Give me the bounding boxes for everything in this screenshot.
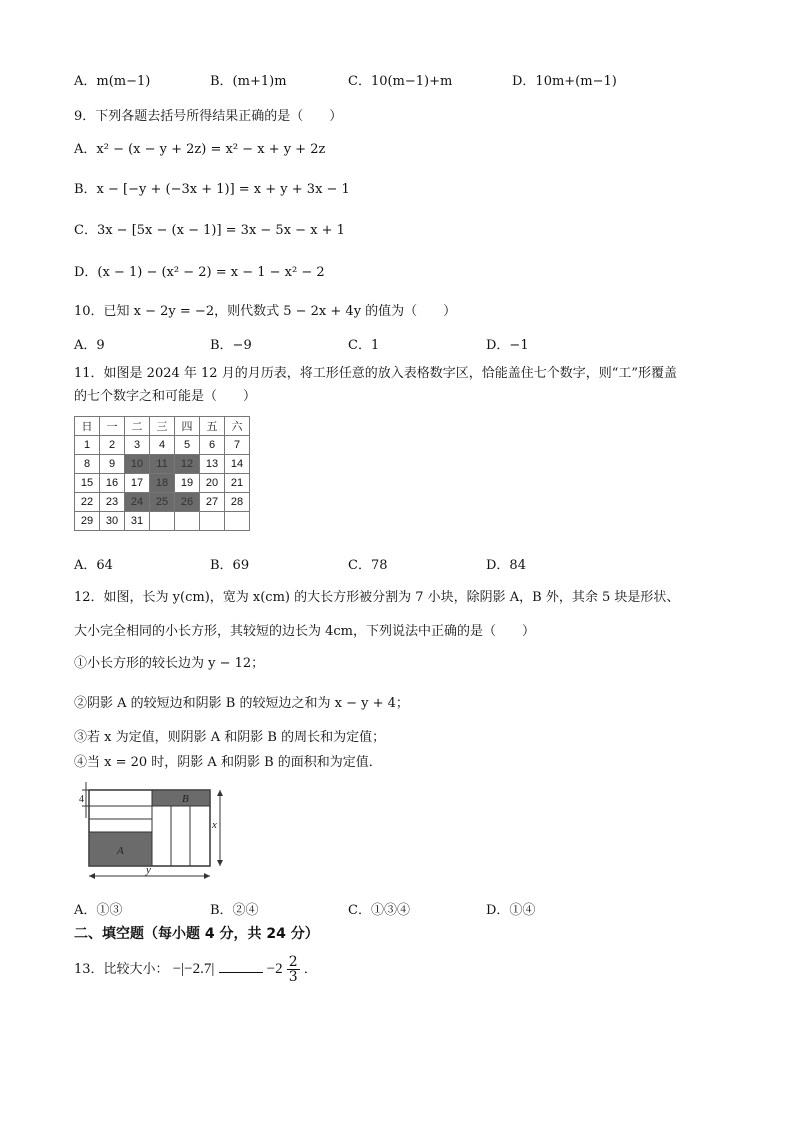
- q12-stem-line1: 12．如图，长为 y(cm)，宽为 x(cm) 的大长方形被分割为 7 小块，除阴影 A，B 外，其余 5 块是形状、: [74, 590, 680, 605]
- q12-statement-3: ③若 x 为定值，则阴影 A 和阴影 B 的周长和为定值；: [74, 730, 386, 745]
- calendar-figure: [74, 416, 250, 531]
- calendar-cell: 29: [75, 512, 100, 531]
- arrow-left-icon: [89, 873, 95, 879]
- q12-statement-4: ④当 x = 20 时，阴影 A 和阴影 B 的面积和为定值．: [74, 755, 382, 770]
- q9-option-d: D．(x − 1) − (x² − 2) = x − 1 − x² − 2: [74, 265, 325, 280]
- calendar-cell: 20: [200, 474, 225, 493]
- q9-option-c: C．3x − [5x − (x − 1)] = 3x − 5x − x + 1: [74, 223, 345, 238]
- calendar-header-cell: 一: [100, 417, 125, 436]
- q13-end: ．: [303, 962, 317, 977]
- q11-option-b: B．69: [210, 558, 250, 573]
- calendar-row: [75, 474, 250, 493]
- label-b: B: [182, 793, 189, 805]
- q12-option-a: A．①③: [74, 903, 123, 918]
- fraction-denominator: 3: [288, 969, 298, 985]
- calendar-cell: 23: [100, 493, 125, 512]
- q12-option-c: C．①③④: [348, 903, 410, 918]
- calendar-cell: 1: [75, 436, 100, 455]
- calendar-header-cell: 二: [125, 417, 150, 436]
- calendar-cell-shaded: 25: [150, 493, 175, 512]
- shaded-region-b: [152, 790, 210, 806]
- calendar-header-row: [75, 417, 250, 436]
- calendar-cell-shaded: 10: [125, 455, 150, 474]
- calendar-header-cell: 日: [75, 417, 100, 436]
- label-y: y: [146, 864, 151, 876]
- calendar-cell-shaded: 12: [175, 455, 200, 474]
- calendar-header-cell: 三: [150, 417, 175, 436]
- calendar-row: [75, 493, 250, 512]
- calendar-header-cell: 六: [225, 417, 250, 436]
- calendar-cell: 17: [125, 474, 150, 493]
- calendar-cell: 21: [225, 474, 250, 493]
- calendar-cell: 13: [200, 455, 225, 474]
- q12-statement-2: ②阴影 A 的较短边和阴影 B 的较短边之和为 x − y + 4；: [74, 696, 409, 711]
- calendar-row: [75, 455, 250, 474]
- q10-option-c: C．1: [348, 338, 380, 353]
- calendar-cell: 9: [100, 455, 125, 474]
- q10-option-a: A．9: [74, 338, 105, 353]
- q8-option-c: C．10(m−1)+m: [348, 74, 453, 89]
- q10-stem: 10．已知 x − 2y = −2，则代数式 5 − 2x + 4y 的值为（ ）: [74, 304, 457, 319]
- calendar-cell: 22: [75, 493, 100, 512]
- calendar-cell: 15: [75, 474, 100, 493]
- calendar-header-cell: 四: [175, 417, 200, 436]
- q13-prefix: 13．比较大小：: [74, 962, 169, 977]
- calendar-cell: 8: [75, 455, 100, 474]
- q10-option-d: D．−1: [486, 338, 529, 353]
- calendar-cell: 3: [125, 436, 150, 455]
- calendar-cell: 27: [200, 493, 225, 512]
- calendar-cell: 31: [125, 512, 150, 531]
- calendar-cell: 16: [100, 474, 125, 493]
- calendar-cell-shaded: 18: [150, 474, 175, 493]
- label-x: x: [212, 819, 217, 831]
- calendar-cell: 2: [100, 436, 125, 455]
- calendar-header-cell: 五: [200, 417, 225, 436]
- calendar-cell: [200, 512, 225, 531]
- label-a: A: [117, 845, 124, 857]
- q11-option-a: A．64: [74, 558, 113, 573]
- calendar-row: [75, 512, 250, 531]
- q11-option-d: D．84: [486, 558, 526, 573]
- label-4: 4: [79, 794, 84, 805]
- calendar-cell: 4: [150, 436, 175, 455]
- q9-option-b: B．x − [−y + (−3x + 1)] = x + y + 3x − 1: [74, 182, 350, 197]
- q13-right-whole: −2: [266, 961, 283, 977]
- q8-option-d: D．10m+(m−1): [512, 74, 617, 89]
- section-heading: 二、填空题（每小题 4 分，共 24 分）: [74, 926, 319, 942]
- calendar-cell: [175, 512, 200, 531]
- calendar-cell-shaded: 24: [125, 493, 150, 512]
- q9-option-a: A．x² − (x − y + 2z) = x² − x + y + 2z: [74, 142, 326, 157]
- q8-option-b: B．(m+1)m: [210, 74, 287, 89]
- calendar-cell: 5: [175, 436, 200, 455]
- calendar-cell: [225, 512, 250, 531]
- q11-stem-line2: 的七个数字之和可能是（ ）: [74, 389, 257, 404]
- q10-option-b: B．−9: [210, 338, 252, 353]
- calendar-cell: [150, 512, 175, 531]
- arrow-down-icon: [217, 860, 223, 866]
- rectangle-partition-figure: [72, 780, 238, 886]
- arrow-up-icon: [217, 790, 223, 796]
- calendar-cell: 7: [225, 436, 250, 455]
- q13-fraction: [287, 955, 300, 984]
- q12-option-b: B．②④: [210, 903, 259, 918]
- calendar-row: [75, 436, 250, 455]
- q11-option-c: C．78: [348, 558, 388, 573]
- calendar-table: [74, 416, 250, 531]
- calendar-cell: 14: [225, 455, 250, 474]
- q13-answer-blank[interactable]: [219, 960, 263, 973]
- q11-stem-line1: 11．如图是 2024 年 12 月的月历表，将工形任意的放入表格数字区，恰能盖住七个数字，则“工”形覆盖: [74, 366, 677, 381]
- q13-left-expr: −|−2.7|: [172, 961, 215, 977]
- q12-stem-line2: 大小完全相同的小长方形，其较短的边长为 4cm，下列说法中正确的是（ ）: [74, 624, 536, 639]
- q9-stem: 9．下列各题去括号所得结果正确的是（ ）: [74, 109, 343, 124]
- q12-option-d: D．①④: [486, 903, 536, 918]
- calendar-cell-shaded: 11: [150, 455, 175, 474]
- calendar-cell: 28: [225, 493, 250, 512]
- calendar-cell: 6: [200, 436, 225, 455]
- calendar-cell-shaded: 26: [175, 493, 200, 512]
- q12-statement-1: ①小长方形的较长边为 y − 12；: [74, 656, 265, 671]
- q13-line: [74, 955, 317, 984]
- calendar-cell: 19: [175, 474, 200, 493]
- fraction-numerator: 2: [288, 954, 298, 970]
- q8-option-a: A．m(m−1): [74, 74, 151, 89]
- arrow-right-icon: [204, 873, 210, 879]
- calendar-cell: 30: [100, 512, 125, 531]
